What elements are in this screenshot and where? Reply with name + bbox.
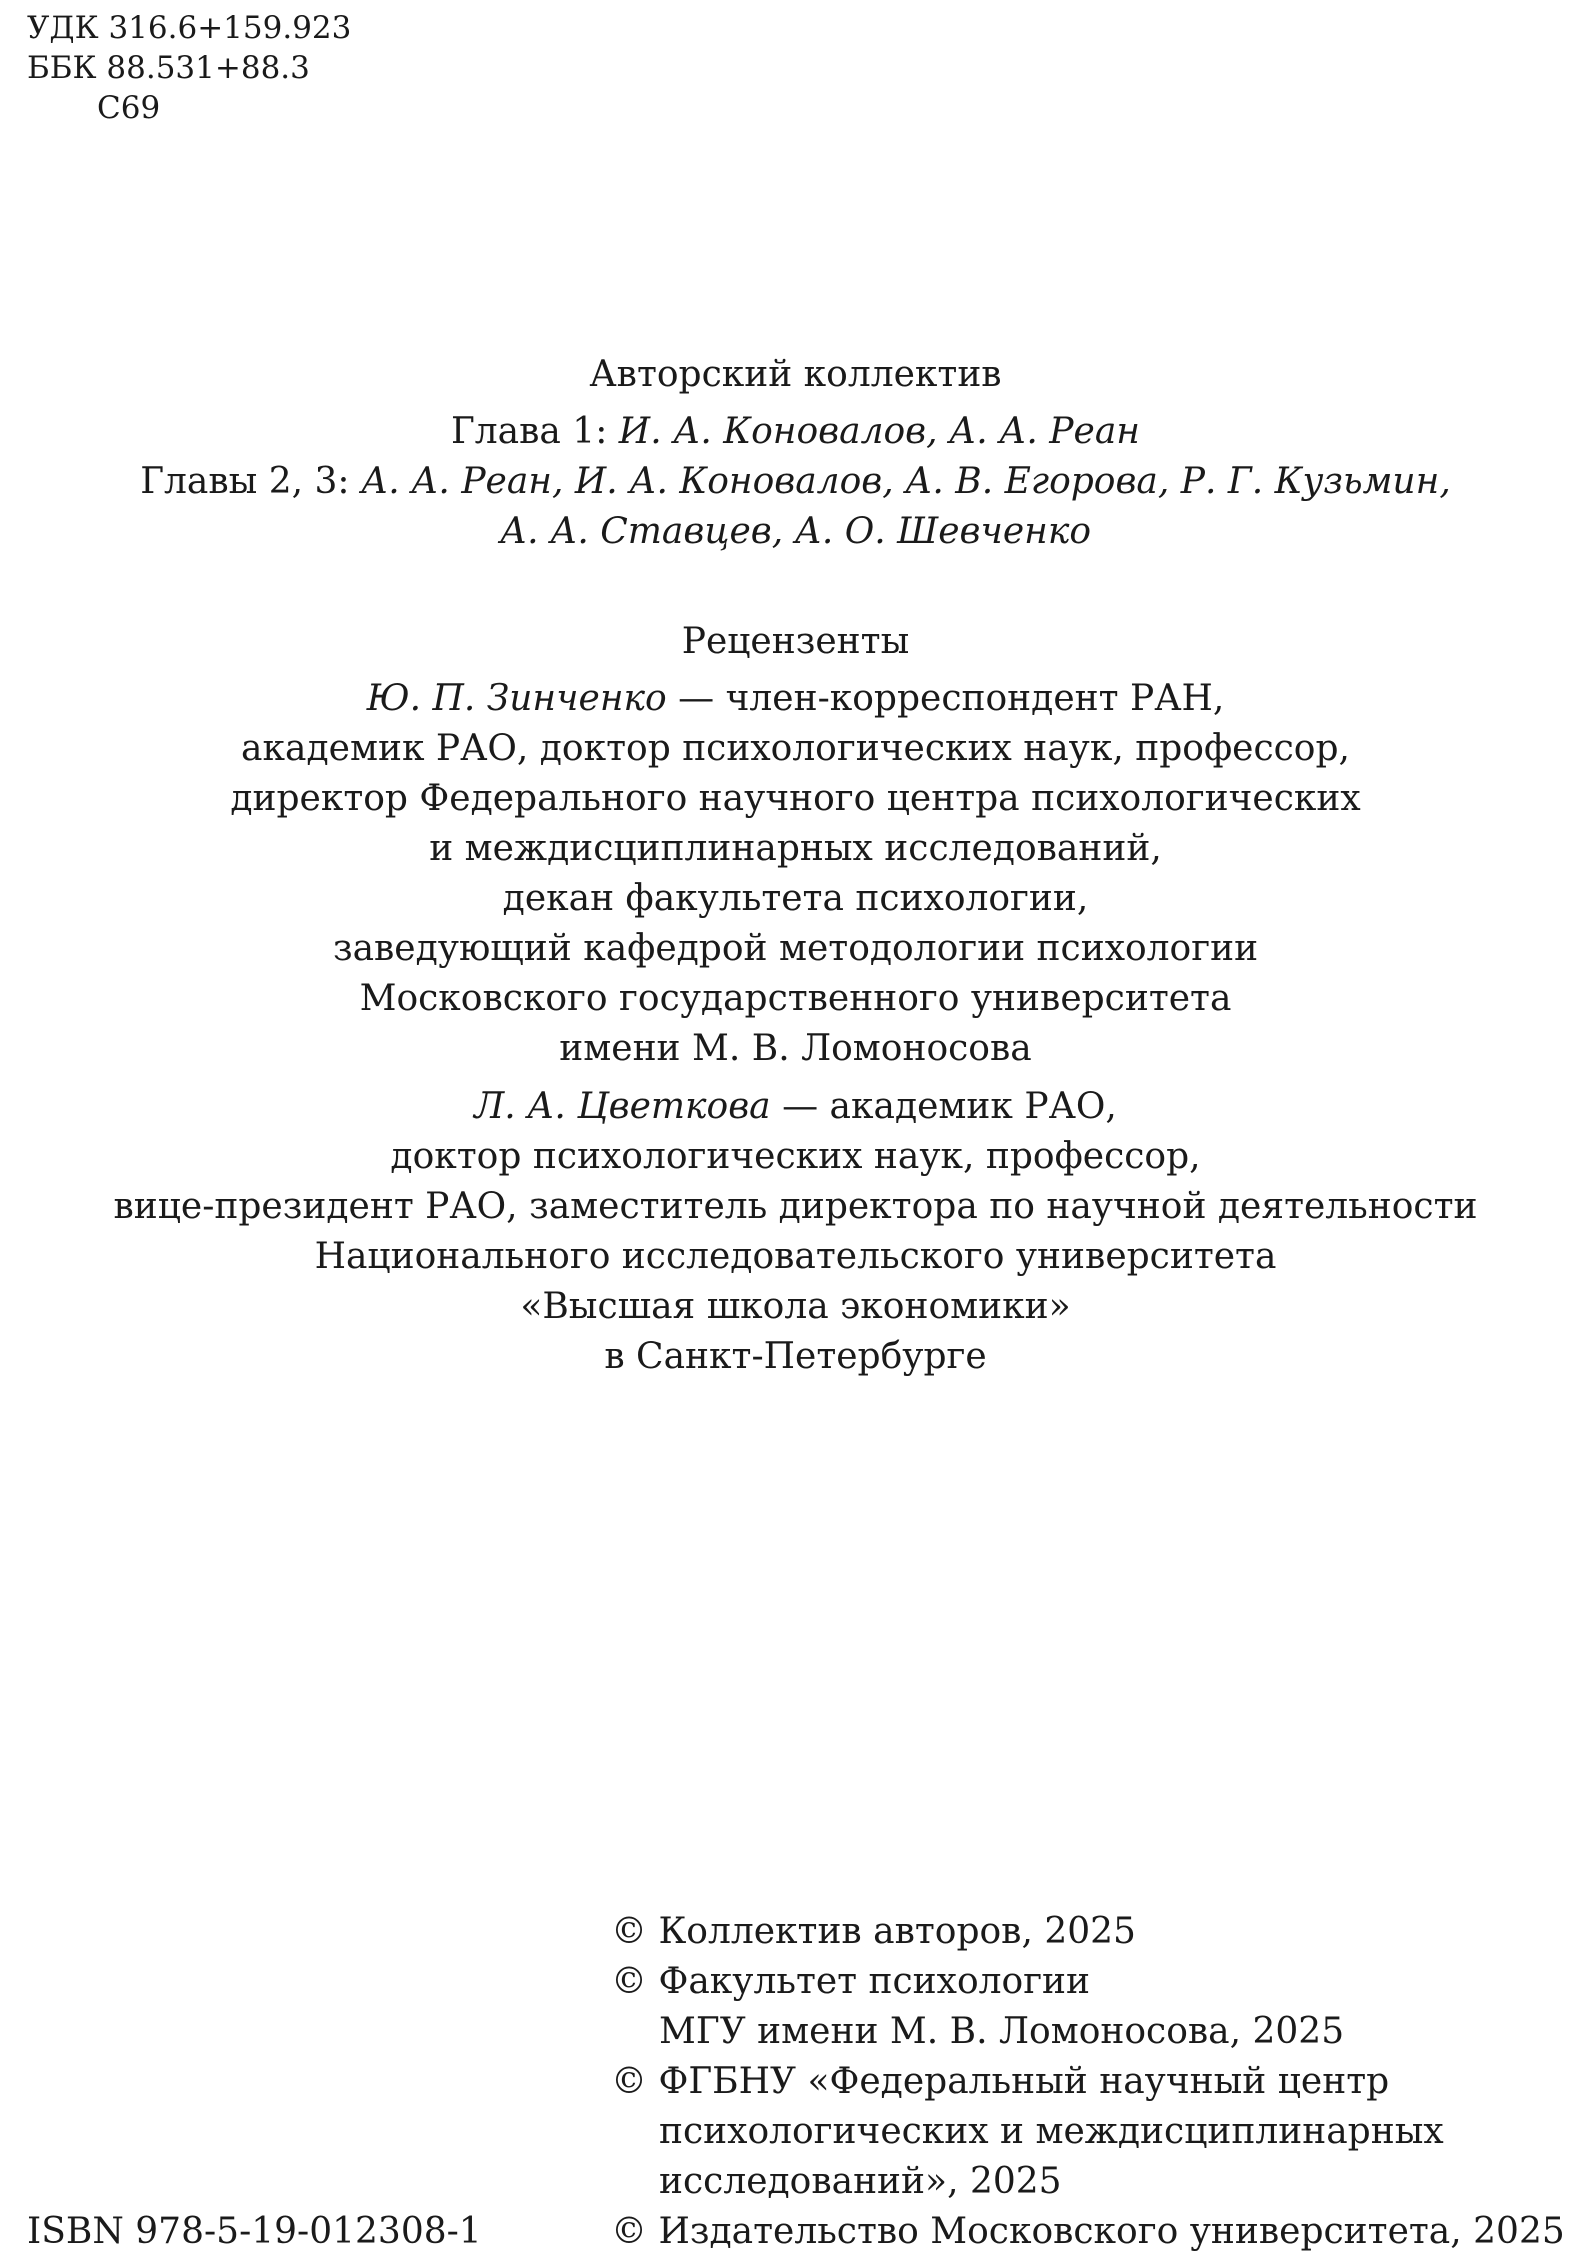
chapters23-label: Главы 2, 3:: [140, 461, 362, 502]
copyright-fgbnu-cont: исследований», 2025: [659, 2161, 1062, 2202]
reviewer-1-first-line: [0, 674, 1591, 724]
copyright-faculty: © Факультет психологии: [611, 1961, 1091, 2002]
reviewer-1-line: академик РАО, доктор психологических наук, профессор,: [241, 728, 1350, 769]
chapters23-authors-cont: [0, 507, 1591, 557]
copyright-faculty-cont: МГУ имени М. В. Ломоносова, 2025: [659, 2011, 1345, 2052]
chapters23-authors: [0, 457, 1591, 507]
reviewer-1: [0, 674, 1591, 1074]
chapters23-names-line1: А. А. Реан, И. А. Коновалов, А. В. Егорова, Р. Г. Кузьмин,: [361, 461, 1451, 502]
udk-code: УДК 316.6+159.923: [27, 10, 352, 46]
copyright-block: [611, 1907, 1565, 2257]
authors-section: [0, 350, 1591, 557]
copyright-fgbnu-cont: психологических и междисциплинарных: [659, 2111, 1444, 2152]
reviewer-1-name: Ю. П. Зинченко: [366, 678, 667, 719]
reviewer-1-title: — член-корреспондент РАН,: [666, 678, 1225, 719]
chapters23-names-line2: А. А. Ставцев, А. О. Шевченко: [499, 511, 1092, 552]
reviewer-2-line: доктор психологических наук, профессор,: [390, 1136, 1201, 1177]
bbk-code: ББК 88.531+88.3: [27, 50, 310, 86]
reviewer-1-line: заведующий кафедрой методологии психологии: [332, 928, 1259, 969]
copyright-authors: © Коллектив авторов, 2025: [611, 1911, 1136, 1952]
chapter1-label: Глава 1:: [450, 411, 619, 452]
reviewer-2-line: «Высшая школа экономики»: [520, 1286, 1071, 1327]
reviewer-2-name: Л. А. Цветкова: [474, 1086, 771, 1127]
copyright-publisher: © Издательство Московского университета, 2025: [611, 2211, 1565, 2252]
reviewer-2-line: Национального исследовательского университета: [314, 1236, 1277, 1277]
isbn: ISBN 978-5-19-012308-1: [27, 2211, 482, 2252]
authors-heading: Авторский коллектив: [589, 354, 1002, 395]
copyright-fgbnu: © ФГБНУ «Федеральный научный центр: [611, 2061, 1390, 2102]
reviewer-1-line: директор Федерального научного центра психологических: [230, 778, 1361, 819]
reviewer-2: [0, 1082, 1591, 1382]
reviewer-1-line: декан факультета психологии,: [502, 878, 1089, 919]
reviewers-heading: Рецензенты: [681, 621, 910, 662]
author-index: С69: [97, 90, 161, 126]
reviewer-2-first-line: [0, 1082, 1591, 1132]
reviewer-2-line: в Санкт-Петербурге: [604, 1336, 987, 1377]
chapter1-names: И. А. Коновалов, А. А. Реан: [618, 411, 1141, 452]
reviewer-1-line: имени М. В. Ломоносова: [559, 1028, 1032, 1069]
reviewer-2-title: — академик РАО,: [770, 1086, 1117, 1127]
reviewer-1-line: Московского государственного университета: [359, 978, 1232, 1019]
bibliographic-codes: [27, 8, 351, 128]
chapter1-authors: [0, 407, 1591, 457]
reviewer-2-line: вице-президент РАО, заместитель директора по научной деятельности: [113, 1186, 1478, 1227]
reviewers-section: [0, 617, 1591, 1382]
reviewer-1-line: и междисциплинарных исследований,: [429, 828, 1162, 869]
